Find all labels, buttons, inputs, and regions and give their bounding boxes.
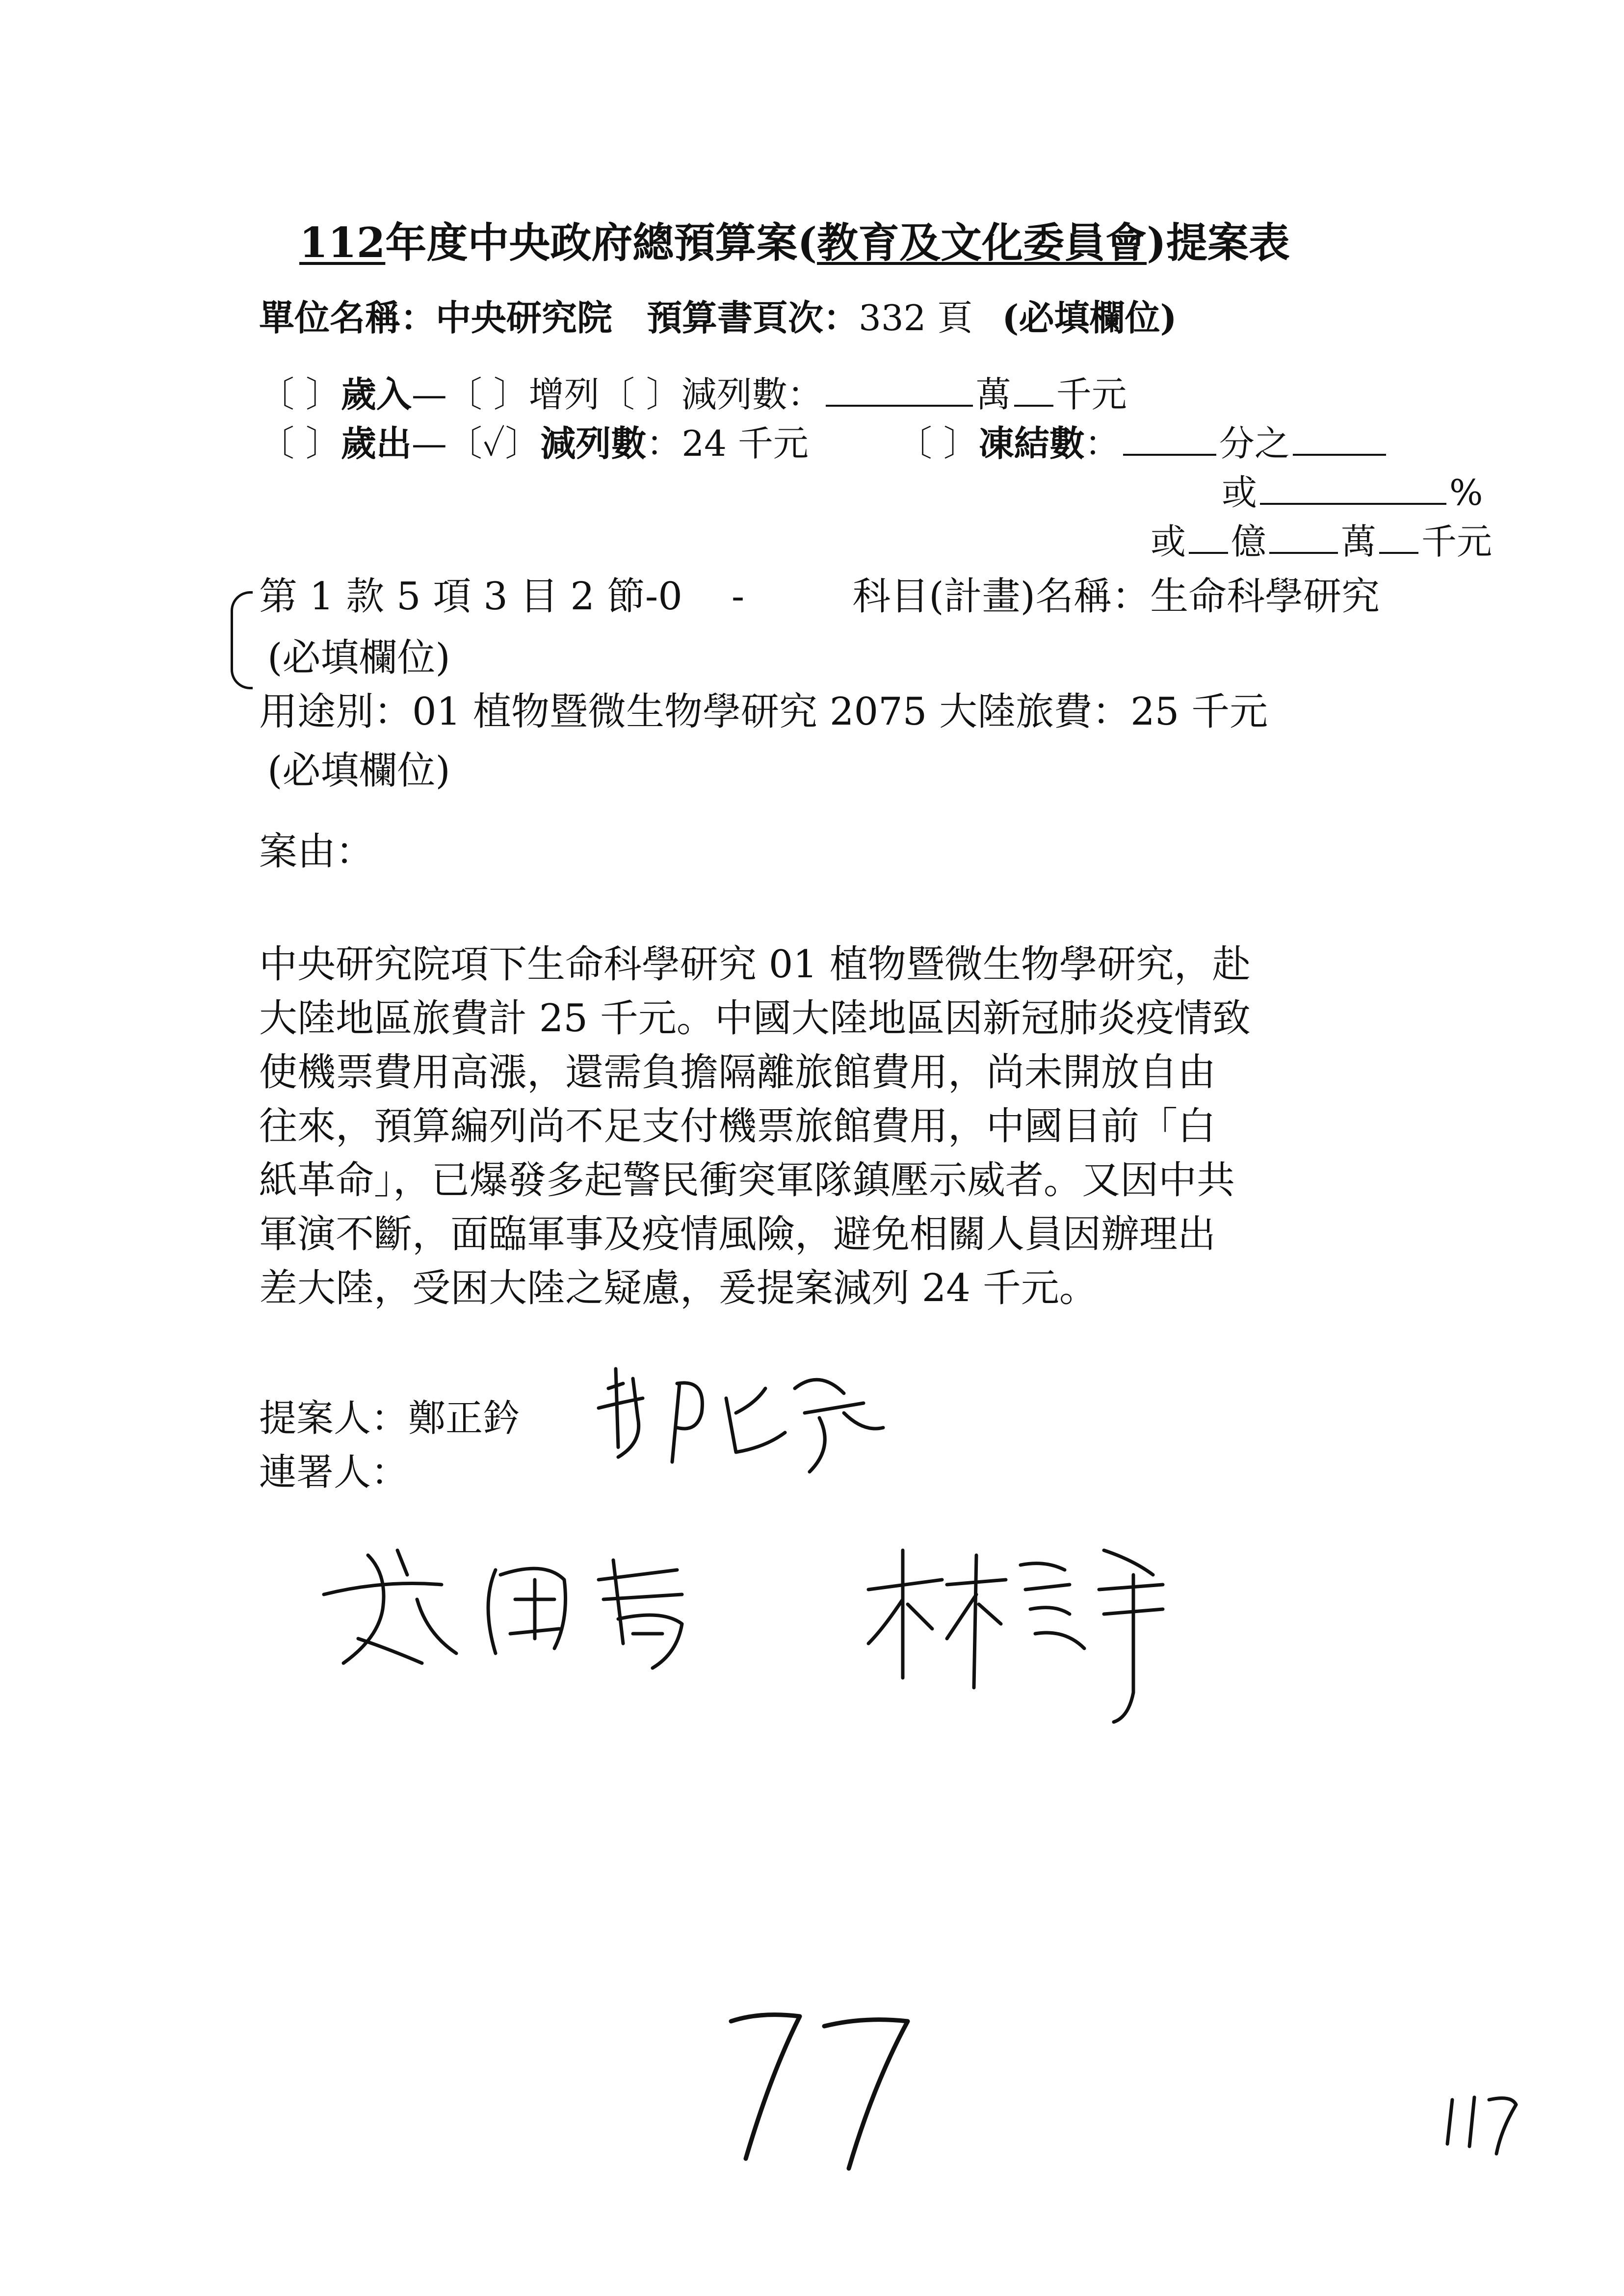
expense-dash: — [411,423,447,464]
reason-line-6: 軍演不斷，面臨軍事及疫情風險，避免相關人員因辦理出 [259,1212,1216,1256]
proposer-name: 鄭正鈐 [408,1396,520,1440]
or-amount-yi: 億 [1231,521,1267,562]
freeze-fen: 分之 [1219,423,1290,464]
handwritten-corner-number [1438,2085,1526,2164]
or-amount-or: 或 [1151,521,1186,562]
expense-checkbox: 〔 〕 [259,423,341,464]
reason-line-1: 中央研究院項下生命科學研究 01 植物暨微生物學研究，赴 [259,942,1251,987]
freeze-checkbox: 〔 〕 [896,423,979,464]
left-brace [231,591,253,689]
title-part1: 年度中央政府總預算案( [385,218,817,267]
revenue-wan: 萬 [975,374,1011,415]
revenue-wan-blank [826,370,973,407]
revenue-decrease-label: 減列數： [681,374,823,415]
revenue-qian: 千元 [1056,374,1127,415]
decrease-checkbox: 〔 〕 [599,374,681,415]
proposer-label: 提案人： [259,1396,408,1440]
freeze-numerator-blank [1123,419,1216,456]
wan-blank [1269,518,1338,554]
freeze-label: 凍結數 [978,422,1085,464]
reason-line-2: 大陸地區旅費計 25 千元。中國大陸地區因新冠肺炎疫情致 [259,996,1251,1041]
or-amount-line [1151,518,1492,563]
expense-decrease-checkbox: 〔✓〕 [446,423,541,464]
item-code: 第 1 款 5 項 3 目 2 節-0 [259,574,682,619]
or-percent-line [1222,469,1483,514]
reason-line-7: 差大陸，受困大陸之疑慮，爰提案減列 24 千元。 [259,1266,1098,1310]
title-year: 112 [299,218,386,267]
expense-label: 歲出 [341,422,412,464]
page-number: 332 頁 [859,297,973,339]
handwritten-page-number [716,2002,922,2178]
proposer-line [259,1396,520,1440]
expense-decrease-label: 減列數 [540,422,647,464]
revenue-dash: — [411,374,447,415]
item-line [259,574,1380,620]
percent-blank [1260,469,1446,505]
cosigner-signature-2 [859,1531,1178,1727]
cosigner-label: 連署人： [259,1450,408,1494]
or-percent-or: 或 [1222,472,1257,513]
revenue-line [259,370,1127,416]
or-amount-wan: 萬 [1341,521,1377,562]
purpose-line: 用途別：01 植物暨微生物學研究 2075 大陸旅費：25 千元 [259,690,1268,734]
reason-label: 案由： [259,830,374,874]
item-dash: - [731,574,745,619]
unit-required: (必填欄位) [1002,297,1177,339]
freeze-denominator-blank [1293,419,1386,456]
title-committee: 教育及文化委員會 [817,218,1147,267]
freeze-colon: ： [1084,423,1120,464]
title-part2: )提案表 [1147,218,1290,267]
reason-line-5: 紙革命」，已爆發多起警民衝突軍隊鎮壓示威者。又因中共 [259,1158,1235,1202]
reason-line-4: 往來，預算編列尚不足支付機票旅館費用，中國目前「白 [259,1104,1216,1148]
or-amount-qian: 千元 [1421,521,1493,562]
subject-name: 科目(計畫)名稱：生命科學研究 [852,574,1380,619]
form-title [299,218,1290,268]
increase-checkbox: 〔 〕 [446,374,529,415]
qian-blank [1379,518,1418,554]
yi-blank [1189,518,1228,554]
unit-label: 單位名稱： [259,297,436,339]
proposer-signature [589,1359,893,1487]
revenue-qian-blank [1014,370,1053,407]
unit-line [259,297,1177,339]
required-1: (必填欄位) [267,636,450,680]
increase-label: 增列 [528,374,600,415]
unit-name: 中央研究院 [436,297,613,339]
percent-sign: % [1449,472,1483,513]
revenue-checkbox: 〔 〕 [259,374,341,415]
revenue-label: 歲入 [341,373,412,415]
expense-line [259,419,1389,465]
page-label: 預算書頁次： [647,297,859,339]
cosigner-signature-1 [309,1526,751,1683]
reason-line-3: 使機票費用高漲，還需負擔隔離旅館費用，尚未開放自由 [259,1050,1216,1095]
required-2: (必填欄位) [267,749,450,793]
expense-decrease-amount: ：24 千元 [646,423,809,464]
